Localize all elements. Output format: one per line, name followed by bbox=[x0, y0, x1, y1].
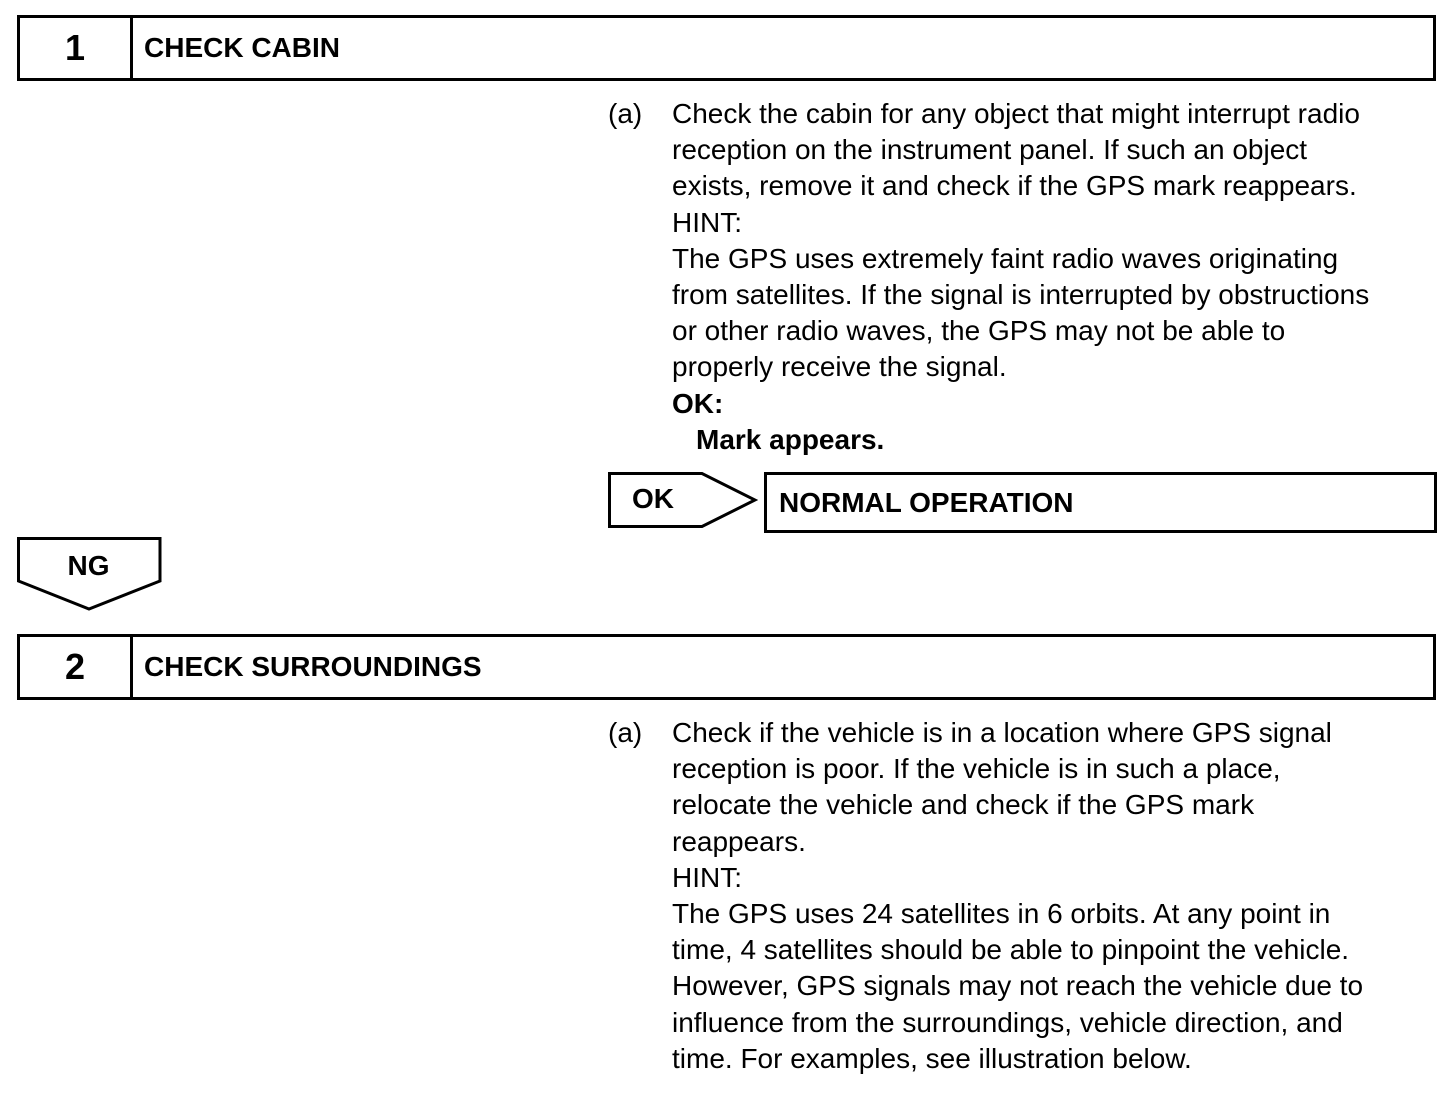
step-1-number: 1 bbox=[20, 18, 133, 78]
text-line: exists, remove it and check if the GPS mark reappears. bbox=[672, 170, 1357, 202]
text-line: reappears. bbox=[672, 825, 806, 857]
step-1-body bbox=[608, 96, 1438, 458]
paragraph-text bbox=[672, 715, 1438, 1077]
paragraph-text bbox=[672, 96, 1438, 458]
step-2-title: CHECK SURROUNDINGS bbox=[144, 651, 482, 682]
hint-line: The GPS uses extremely faint radio waves originating bbox=[672, 242, 1339, 274]
text-line: relocate the vehicle and check if the GPS mark bbox=[672, 789, 1255, 821]
hint-label: HINT: bbox=[672, 861, 742, 893]
hint-line: The GPS uses 24 satellites in 6 orbits. At any point in bbox=[672, 898, 1331, 930]
ok-branch-label: OK bbox=[632, 483, 674, 514]
hint-line: or other radio waves, the GPS may not be able to bbox=[672, 315, 1286, 347]
text-line: Check the cabin for any object that might interrupt radio bbox=[672, 98, 1360, 129]
step-2-body bbox=[608, 715, 1438, 1077]
hint-line: influence from the surroundings, vehicle direction, and bbox=[672, 1006, 1343, 1038]
step-2-paragraph-a bbox=[608, 715, 1438, 1077]
ok-criteria-label: OK: bbox=[672, 387, 724, 419]
hint-line: However, GPS signals may not reach the vehicle due to bbox=[672, 970, 1364, 1002]
step-2-number: 2 bbox=[20, 637, 133, 697]
paragraph-label: (a) bbox=[608, 717, 643, 748]
normal-operation-box: NORMAL OPERATION bbox=[764, 472, 1437, 533]
step-1-title: CHECK CABIN bbox=[144, 32, 340, 63]
text-line: Check if the vehicle is in a location where GPS signal bbox=[672, 717, 1332, 748]
ok-criteria-value: Mark appears. bbox=[696, 423, 885, 455]
hint-line: time, 4 satellites should be able to pinpoint the vehicle. bbox=[672, 934, 1350, 966]
text-line: reception is poor. If the vehicle is in such a place, bbox=[672, 753, 1281, 785]
step-1-header bbox=[17, 15, 1436, 81]
hint-label: HINT: bbox=[672, 206, 742, 238]
paragraph-label: (a) bbox=[608, 98, 643, 129]
text-line: reception on the instrument panel. If such an object bbox=[672, 134, 1308, 166]
hint-line: from satellites. If the signal is interrupted by obstructions bbox=[672, 279, 1370, 311]
ok-arrow-icon bbox=[608, 472, 758, 528]
step-2-header bbox=[17, 634, 1436, 700]
hint-line: time. For examples, see illustration below. bbox=[672, 1042, 1192, 1074]
step-1-paragraph-a bbox=[608, 96, 1438, 458]
hint-line: properly receive the signal. bbox=[672, 351, 1007, 383]
ng-branch-label: NG bbox=[67, 550, 110, 581]
